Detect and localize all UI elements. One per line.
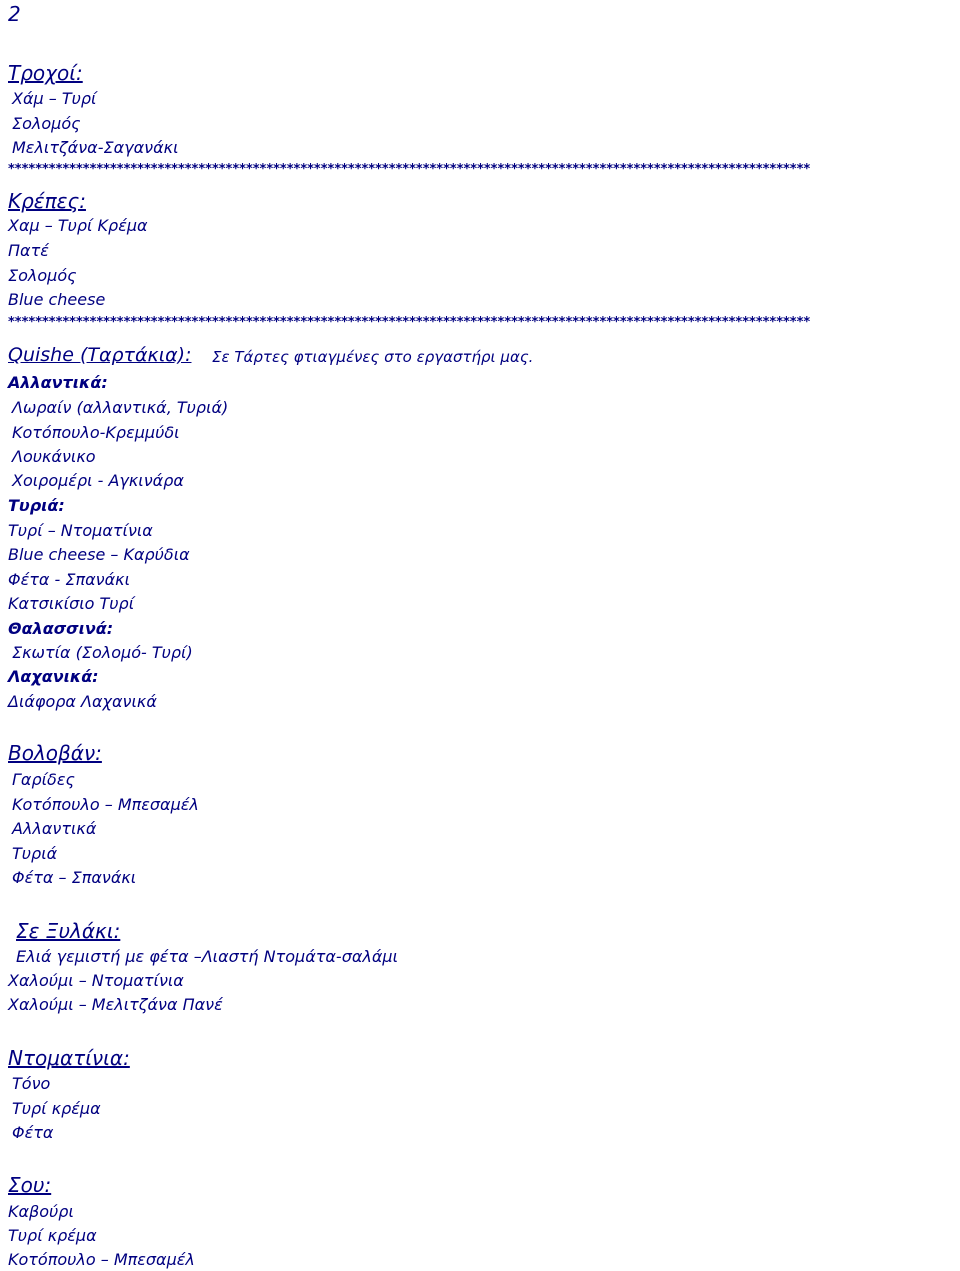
list-item: Ελιά γεμιστή με φέτα –Λιαστή Ντομάτα-σαλάμι (16, 947, 398, 966)
section-title-quishe: Quishe (Ταρτάκια): (8, 344, 192, 366)
list-item: Σολομός (12, 114, 81, 133)
list-item: Σκωτία (Σολομό- Τυρί) (12, 643, 193, 662)
list-item: Φέτα - Σπανάκι (8, 570, 130, 589)
list-item: Χοιρομέρι - Αγκινάρα (12, 471, 184, 490)
list-item: Σολομός (8, 266, 77, 285)
separator-stars: ********************************************************************************************************************** (8, 315, 811, 330)
list-item: Χαλούμι – Ντοματίνια (8, 971, 184, 990)
list-item: Τυρί κρέμα (8, 1226, 97, 1245)
subsection-title-lachanika: Λαχανικά: (8, 667, 99, 686)
list-item: Διάφορα Λαχανικά (8, 692, 157, 711)
list-item: Γαρίδες (12, 770, 75, 789)
list-item: Φέτα (12, 1123, 54, 1142)
list-item: Κοτόπουλο – Μπεσαμέλ (8, 1250, 195, 1269)
subsection-title-thalassina: Θαλασσινά: (8, 619, 114, 638)
list-item: Blue cheese (8, 290, 106, 309)
list-item: Χάμ – Τυρί (12, 89, 97, 108)
section-title-sou: Σου: (8, 1173, 52, 1197)
subsection-title-tyria: Τυριά: (8, 496, 65, 515)
section-title-volovan: Βολοβάν: (8, 741, 102, 765)
list-item: Λουκάνικο (12, 447, 96, 466)
list-item: Κοτόπουλο – Μπεσαμέλ (12, 795, 199, 814)
section-title-ntomatinia: Ντοματίνια: (8, 1046, 130, 1070)
list-item: Λωραίν (αλλαντικά, Τυριά) (12, 398, 229, 417)
list-item: Κοτόπουλο-Κρεμμύδι (12, 423, 180, 442)
section-title-krepes: Κρέπες: (8, 189, 86, 213)
list-item: Τυρί – Ντοματίνια (8, 521, 153, 540)
section-title-xylaki: Σε Ξυλάκι: (16, 919, 121, 943)
list-item: Blue cheese – Καρύδια (8, 545, 190, 564)
page-number: 2 (8, 2, 21, 26)
list-item: Χαμ – Τυρί Κρέμα (8, 216, 148, 235)
list-item: Μελιτζάνα-Σαγανάκι (12, 138, 179, 157)
subsection-title-allantika: Αλλαντικά: (8, 373, 108, 392)
list-item: Κατσικίσιο Τυρί (8, 594, 135, 613)
list-item: Τόνο (12, 1074, 51, 1093)
list-item: Χαλούμι – Μελιτζάνα Πανέ (8, 995, 223, 1014)
list-item: Αλλαντικά (12, 819, 97, 838)
section-title-trochoi: Τροχοί: (8, 61, 83, 85)
list-item: Καβούρι (8, 1202, 74, 1221)
list-item: Τυριά (12, 844, 58, 863)
list-item: Πατέ (8, 241, 49, 260)
list-item: Τυρί κρέμα (12, 1099, 101, 1118)
section-note: Σε Τάρτες φτιαγμένες στο εργαστήρι μας. (212, 348, 534, 366)
separator-stars: ********************************************************************************************************************** (8, 162, 811, 177)
list-item: Φέτα – Σπανάκι (12, 868, 137, 887)
